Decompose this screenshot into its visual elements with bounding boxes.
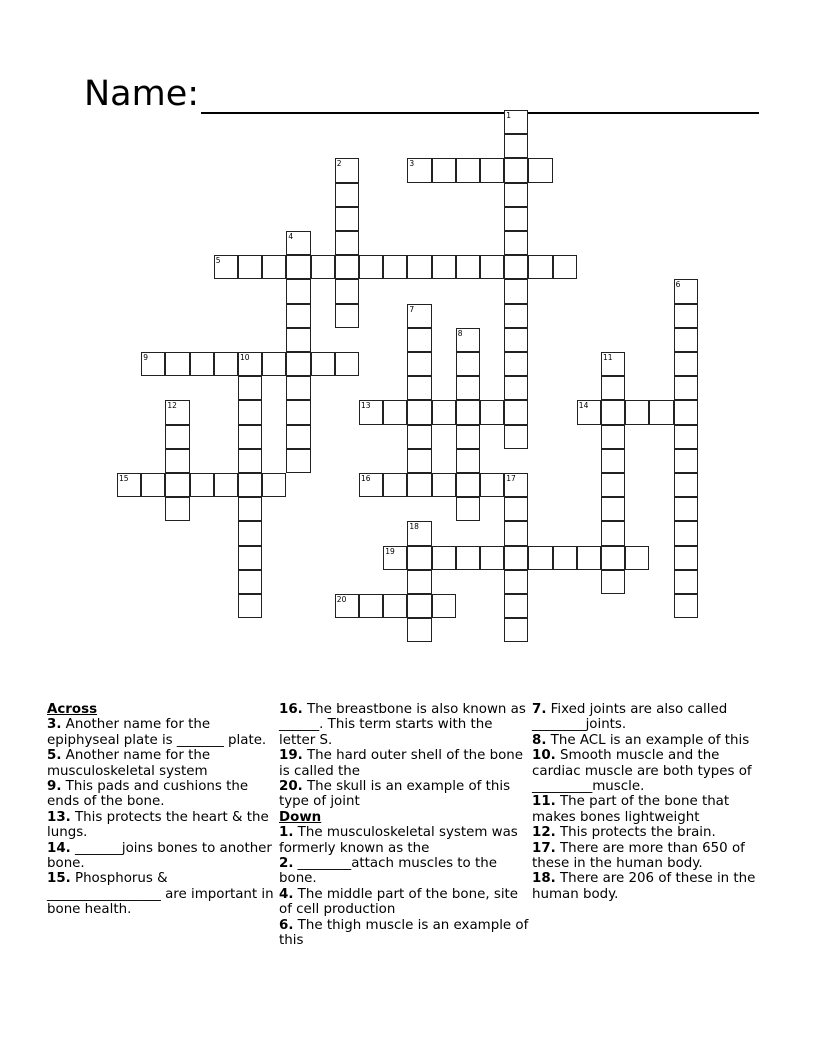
down-clue <box>279 825 529 856</box>
grid-cell[interactable] <box>286 255 310 279</box>
grid-cell[interactable] <box>674 594 698 618</box>
grid-cell[interactable] <box>601 497 625 521</box>
grid-cell[interactable] <box>335 594 359 618</box>
grid-cell[interactable] <box>480 400 504 424</box>
grid-cell[interactable] <box>383 594 407 618</box>
clue-number: 2. <box>279 856 294 872</box>
grid-cell[interactable] <box>238 497 262 521</box>
grid-cell[interactable] <box>262 473 286 497</box>
grid-cell[interactable] <box>504 183 528 207</box>
grid-cell[interactable] <box>432 255 456 279</box>
clue-text: The ACL is an example of this <box>546 732 750 748</box>
grid-cell[interactable] <box>480 473 504 497</box>
across-heading: Across <box>47 702 98 717</box>
grid-cell[interactable] <box>407 546 431 570</box>
grid-cell[interactable] <box>117 473 141 497</box>
cell-number: 2 <box>336 159 342 169</box>
grid-cell[interactable] <box>480 158 504 182</box>
grid-cell[interactable] <box>674 449 698 473</box>
cell-number: 17 <box>506 474 516 483</box>
grid-cell[interactable] <box>553 255 577 279</box>
grid-cell[interactable] <box>359 594 383 618</box>
grid-cell[interactable] <box>504 400 528 424</box>
grid-cell[interactable] <box>601 352 625 376</box>
grid-cell[interactable] <box>383 546 407 570</box>
clue-text: The thigh muscle is an example of this <box>279 917 529 949</box>
grid-cell[interactable] <box>601 400 625 424</box>
grid-cell[interactable] <box>504 255 528 279</box>
grid-cell[interactable] <box>407 158 431 182</box>
name-label: Name: <box>84 74 200 114</box>
grid-cell[interactable] <box>504 546 528 570</box>
grid-cell[interactable] <box>456 473 480 497</box>
grid-cell[interactable] <box>335 304 359 328</box>
grid-cell[interactable] <box>286 400 310 424</box>
grid-cell[interactable] <box>456 546 480 570</box>
down-clue <box>532 871 772 902</box>
cell-number: 15 <box>119 474 129 483</box>
grid-cell[interactable] <box>141 473 165 497</box>
clue-number: 12. <box>532 825 556 841</box>
grid-cell[interactable] <box>286 425 310 449</box>
grid-cell[interactable] <box>456 400 480 424</box>
grid-cell[interactable] <box>528 158 552 182</box>
grid-cell[interactable] <box>335 158 359 182</box>
clue-number: 3. <box>47 717 62 733</box>
grid-cell[interactable] <box>577 546 601 570</box>
grid-cell[interactable] <box>407 618 431 642</box>
grid-cell[interactable] <box>407 521 431 545</box>
grid-cell[interactable] <box>504 207 528 231</box>
grid-cell[interactable] <box>286 328 310 352</box>
cell-number: 10 <box>240 353 250 362</box>
grid-cell[interactable] <box>286 279 310 303</box>
grid-cell[interactable] <box>504 304 528 328</box>
crossword-grid <box>117 110 717 670</box>
clues-column-3 <box>532 702 772 902</box>
cell-number: 12 <box>167 401 177 411</box>
across-clue <box>279 702 529 748</box>
clue-text: The musculoskeletal system was formerly known as the <box>279 825 518 856</box>
clue-text: _______joins bones to another bone. <box>47 840 272 872</box>
clue-text: There are 206 of these in the human body. <box>532 871 756 902</box>
grid-cell[interactable] <box>528 255 552 279</box>
grid-cell[interactable] <box>674 400 698 424</box>
grid-cell[interactable] <box>674 279 698 303</box>
grid-cell[interactable] <box>480 255 504 279</box>
grid-cell[interactable] <box>359 255 383 279</box>
across-clue <box>279 748 529 779</box>
grid-cell[interactable] <box>335 183 359 207</box>
clue-text: The skull is an example of this type of joint <box>279 779 511 810</box>
grid-cell[interactable] <box>504 231 528 255</box>
grid-cell[interactable] <box>504 473 528 497</box>
grid-cell[interactable] <box>165 473 189 497</box>
clue-text: The breastbone is also known as ______. This term starts with the letter S. <box>279 702 526 748</box>
grid-cell[interactable] <box>674 521 698 545</box>
grid-cell[interactable] <box>214 352 238 376</box>
grid-cell[interactable] <box>504 328 528 352</box>
grid-cell[interactable] <box>286 231 310 255</box>
grid-cell[interactable] <box>674 304 698 328</box>
clue-number: 13. <box>47 809 71 825</box>
grid-cell[interactable] <box>286 304 310 328</box>
grid-cell[interactable] <box>238 546 262 570</box>
grid-cell[interactable] <box>238 473 262 497</box>
grid-cell[interactable] <box>601 376 625 400</box>
down-clue <box>532 841 772 872</box>
cell-number: 6 <box>675 280 681 290</box>
grid-cell[interactable] <box>262 352 286 376</box>
grid-cell[interactable] <box>625 400 649 424</box>
down-clue <box>532 825 772 840</box>
clue-text: The hard outer shell of the bone is called the <box>279 748 524 779</box>
cell-number: 8 <box>457 328 463 338</box>
grid-cell[interactable] <box>674 328 698 352</box>
grid-cell[interactable] <box>674 376 698 400</box>
clue-text: There are more than 650 of these in the human body. <box>532 840 745 872</box>
cell-number: 13 <box>361 401 371 411</box>
grid-cell[interactable] <box>335 231 359 255</box>
grid-cell[interactable] <box>456 255 480 279</box>
down-clue <box>532 702 772 733</box>
grid-cell[interactable] <box>504 352 528 376</box>
grid-cell[interactable] <box>407 400 431 424</box>
grid-cell[interactable] <box>335 255 359 279</box>
grid-cell[interactable] <box>601 425 625 449</box>
cell-number: 5 <box>215 256 221 266</box>
clue-text: Another name for the epiphyseal plate is _______ plate. <box>47 717 267 748</box>
grid-cell[interactable] <box>335 279 359 303</box>
grid-cell[interactable] <box>504 594 528 618</box>
clue-number: 4. <box>279 886 294 902</box>
down-clue <box>279 856 529 887</box>
grid-cell[interactable] <box>601 546 625 570</box>
clue-text: Another name for the musculoskeletal system <box>47 748 211 779</box>
clue-number: 20. <box>279 779 303 795</box>
grid-cell[interactable] <box>141 352 165 376</box>
grid-cell[interactable] <box>625 546 649 570</box>
grid-cell[interactable] <box>407 352 431 376</box>
grid-cell[interactable] <box>456 449 480 473</box>
grid-cell[interactable] <box>165 425 189 449</box>
grid-cell[interactable] <box>238 594 262 618</box>
grid-cell[interactable] <box>577 400 601 424</box>
grid-cell[interactable] <box>504 158 528 182</box>
clue-number: 14. <box>47 840 71 856</box>
cell-number: 7 <box>409 304 415 314</box>
grid-cell[interactable] <box>456 328 480 352</box>
down-clue <box>279 918 529 949</box>
grid-cell[interactable] <box>504 425 528 449</box>
clue-number: 10. <box>532 748 556 764</box>
down-heading: Down <box>279 809 322 825</box>
grid-cell[interactable] <box>504 497 528 521</box>
grid-cell[interactable] <box>238 425 262 449</box>
grid-cell[interactable] <box>190 352 214 376</box>
clues-column-2 <box>279 702 529 949</box>
grid-cell[interactable] <box>674 497 698 521</box>
clue-number: 5. <box>47 748 62 764</box>
grid-cell[interactable] <box>601 449 625 473</box>
grid-cell[interactable] <box>286 449 310 473</box>
grid-cell[interactable] <box>407 594 431 618</box>
down-clue <box>532 794 772 825</box>
grid-cell[interactable] <box>432 594 456 618</box>
grid-cell[interactable] <box>286 352 310 376</box>
grid-cell[interactable] <box>553 546 577 570</box>
grid-cell[interactable] <box>432 400 456 424</box>
grid-cell[interactable] <box>383 473 407 497</box>
grid-cell[interactable] <box>504 376 528 400</box>
clue-number: 9. <box>47 779 62 795</box>
grid-cell[interactable] <box>456 158 480 182</box>
cell-number: 16 <box>361 474 371 483</box>
grid-cell[interactable] <box>504 570 528 594</box>
grid-cell[interactable] <box>238 352 262 376</box>
grid-cell[interactable] <box>311 352 335 376</box>
grid-cell[interactable] <box>190 473 214 497</box>
grid-cell[interactable] <box>456 425 480 449</box>
grid-cell[interactable] <box>214 473 238 497</box>
grid-cell[interactable] <box>335 207 359 231</box>
grid-cell[interactable] <box>504 279 528 303</box>
name-blank-line[interactable] <box>201 78 759 114</box>
grid-cell[interactable] <box>432 158 456 182</box>
clue-text: ________attach muscles to the bone. <box>279 856 497 887</box>
cell-number: 20 <box>336 595 347 604</box>
grid-cell[interactable] <box>238 521 262 545</box>
grid-cell[interactable] <box>286 376 310 400</box>
grid-cell[interactable] <box>238 376 262 400</box>
clue-number: 19. <box>279 748 303 764</box>
grid-cell[interactable] <box>165 400 189 424</box>
down-clue <box>532 748 772 794</box>
grid-cell[interactable] <box>383 400 407 424</box>
grid-cell[interactable] <box>649 400 673 424</box>
down-clue <box>279 887 529 918</box>
clues-column-1 <box>47 702 279 918</box>
grid-cell[interactable] <box>262 255 286 279</box>
grid-cell[interactable] <box>238 449 262 473</box>
across-clue <box>47 810 279 841</box>
grid-cell[interactable] <box>674 546 698 570</box>
grid-cell[interactable] <box>407 328 431 352</box>
grid-cell[interactable] <box>335 352 359 376</box>
grid-cell[interactable] <box>504 110 528 134</box>
grid-cell[interactable] <box>674 425 698 449</box>
grid-cell[interactable] <box>456 352 480 376</box>
grid-cell[interactable] <box>528 546 552 570</box>
grid-cell[interactable] <box>407 449 431 473</box>
grid-cell[interactable] <box>165 352 189 376</box>
clue-text: Phosphorus & _________________ are important in bone health. <box>47 871 274 918</box>
grid-cell[interactable] <box>359 473 383 497</box>
across-clue <box>47 871 279 917</box>
clue-number: 17. <box>532 840 556 856</box>
grid-cell[interactable] <box>601 570 625 594</box>
grid-cell[interactable] <box>383 255 407 279</box>
grid-cell[interactable] <box>359 400 383 424</box>
grid-cell[interactable] <box>456 376 480 400</box>
grid-cell[interactable] <box>407 425 431 449</box>
clue-text: This pads and cushions the ends of the bone. <box>47 779 249 810</box>
grid-cell[interactable] <box>674 352 698 376</box>
clue-number: 1. <box>279 825 294 841</box>
grid-cell[interactable] <box>601 473 625 497</box>
cell-number: 11 <box>603 353 613 362</box>
cell-number: 3 <box>409 159 415 169</box>
cell-number: 9 <box>143 353 148 362</box>
clue-text: This protects the brain. <box>555 825 716 841</box>
cell-number: 1 <box>506 111 511 120</box>
grid-cell[interactable] <box>674 473 698 497</box>
clue-number: 7. <box>532 702 547 717</box>
clue-number: 11. <box>532 794 556 810</box>
grid-cell[interactable] <box>504 618 528 642</box>
clue-number: 18. <box>532 871 556 887</box>
grid-cell[interactable] <box>311 255 335 279</box>
across-clue <box>47 748 279 779</box>
across-clue <box>47 841 279 872</box>
grid-cell[interactable] <box>238 400 262 424</box>
clue-number: 15. <box>47 871 71 887</box>
grid-cell[interactable] <box>407 473 431 497</box>
across-clue <box>279 779 529 810</box>
name-field[interactable] <box>84 74 759 114</box>
grid-cell[interactable] <box>456 497 480 521</box>
grid-cell[interactable] <box>407 255 431 279</box>
grid-cell[interactable] <box>480 546 504 570</box>
across-clue <box>47 779 279 810</box>
grid-cell[interactable] <box>432 546 456 570</box>
grid-cell[interactable] <box>504 134 528 158</box>
clue-text: Smooth muscle and the cardiac muscle are both types of _________muscle. <box>532 748 752 795</box>
grid-cell[interactable] <box>214 255 238 279</box>
grid-cell[interactable] <box>407 376 431 400</box>
cell-number: 18 <box>409 522 419 532</box>
clue-text: Fixed joints are also called ________joints. <box>532 702 728 733</box>
grid-cell[interactable] <box>504 521 528 545</box>
clue-text: The part of the bone that makes bones lightweight <box>532 794 730 825</box>
grid-cell[interactable] <box>407 570 431 594</box>
clue-text: The middle part of the bone, site of cell production <box>279 886 519 918</box>
clue-number: 8. <box>532 732 547 748</box>
clue-text: This protects the heart & the lungs. <box>47 809 269 841</box>
grid-cell[interactable] <box>238 570 262 594</box>
grid-cell[interactable] <box>674 570 698 594</box>
clue-number: 6. <box>279 917 294 933</box>
down-clue <box>532 733 772 748</box>
grid-cell[interactable] <box>432 473 456 497</box>
cell-number: 14 <box>578 401 589 411</box>
grid-cell[interactable] <box>601 521 625 545</box>
grid-cell[interactable] <box>165 497 189 521</box>
across-clue <box>47 717 279 748</box>
grid-cell[interactable] <box>165 449 189 473</box>
cell-number: 19 <box>385 546 395 556</box>
grid-cell[interactable] <box>407 304 431 328</box>
clue-number: 16. <box>279 702 303 717</box>
grid-cell[interactable] <box>238 255 262 279</box>
cell-number: 4 <box>288 232 294 241</box>
